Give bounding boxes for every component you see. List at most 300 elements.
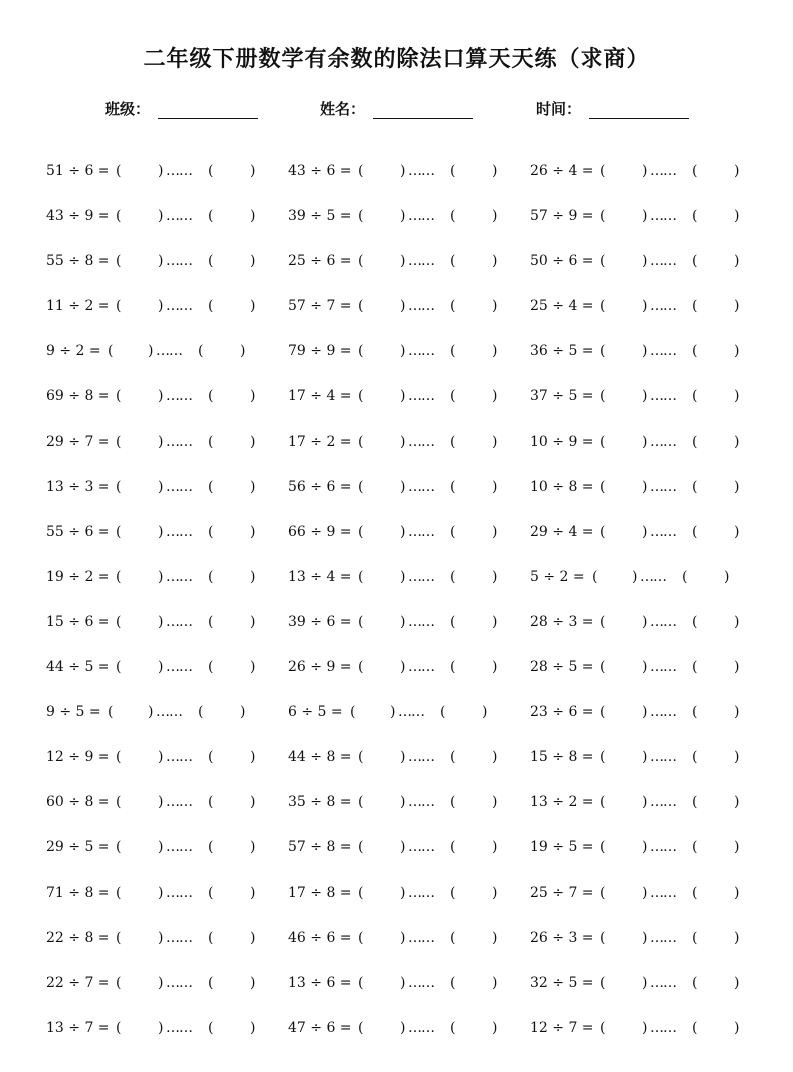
problem-row [0, 374, 793, 419]
problem-equation: 50 ÷ 6 = [530, 253, 594, 270]
quotient-open-paren: ( [600, 1019, 606, 1036]
remainder-open-paren: ( [450, 794, 456, 811]
remainder-dots: …… [650, 704, 676, 721]
remainder-close-paren: ) [734, 839, 740, 856]
quotient-close-paren: ) [158, 568, 164, 585]
remainder-dots: …… [650, 794, 676, 811]
remainder-close-paren: ) [250, 478, 256, 495]
remainder-close-paren: ) [492, 343, 498, 360]
remainder-close-paren: ) [492, 523, 498, 540]
remainder-open-paren: ( [692, 659, 698, 676]
problem-equation: 13 ÷ 4 = [288, 568, 352, 585]
remainder-dots: …… [408, 1019, 434, 1036]
quotient-open-paren: ( [108, 343, 114, 360]
quotient-open-paren: ( [358, 253, 364, 270]
problem-row [0, 871, 793, 916]
quotient-open-paren: ( [116, 929, 122, 946]
remainder-close-paren: ) [734, 974, 740, 991]
problem-equation: 22 ÷ 8 = [46, 929, 110, 946]
page-title: 二年级下册数学有余数的除法口算天天练（求商） [143, 47, 650, 72]
remainder-open-paren: ( [440, 704, 446, 721]
quotient-open-paren: ( [600, 974, 606, 991]
quotient-open-paren: ( [600, 163, 606, 179]
quotient-open-paren: ( [600, 749, 606, 766]
remainder-open-paren: ( [692, 1019, 698, 1036]
time-blank-line[interactable] [589, 100, 689, 119]
remainder-close-paren: ) [734, 433, 740, 450]
quotient-open-paren: ( [592, 568, 598, 585]
remainder-dots: …… [650, 298, 676, 315]
remainder-open-paren: ( [450, 478, 456, 495]
remainder-close-paren: ) [734, 613, 740, 630]
quotient-close-paren: ) [642, 613, 648, 630]
remainder-dots: …… [650, 433, 676, 450]
quotient-open-paren: ( [108, 704, 114, 721]
quotient-close-paren: ) [158, 794, 164, 811]
remainder-close-paren: ) [734, 884, 740, 901]
problem-row [0, 465, 793, 510]
quotient-close-paren: ) [400, 343, 406, 360]
remainder-dots: …… [166, 478, 192, 495]
remainder-open-paren: ( [198, 343, 204, 360]
problem-equation: 10 ÷ 9 = [530, 433, 594, 450]
remainder-open-paren: ( [692, 208, 698, 225]
quotient-open-paren: ( [116, 659, 122, 676]
remainder-open-paren: ( [450, 343, 456, 360]
remainder-open-paren: ( [450, 568, 456, 585]
class-label: 班级： [105, 100, 151, 118]
quotient-close-paren: ) [158, 208, 164, 225]
problem-row [0, 194, 793, 239]
remainder-close-paren: ) [734, 749, 740, 766]
remainder-dots: …… [650, 253, 676, 270]
remainder-open-paren: ( [450, 839, 456, 856]
problem-equation: 12 ÷ 7 = [530, 1019, 594, 1036]
quotient-open-paren: ( [350, 704, 356, 721]
remainder-close-paren: ) [734, 343, 740, 360]
remainder-open-paren: ( [450, 659, 456, 676]
problem-equation: 10 ÷ 8 = [530, 478, 594, 495]
remainder-close-paren: ) [734, 929, 740, 946]
remainder-open-paren: ( [450, 929, 456, 946]
quotient-open-paren: ( [358, 929, 364, 946]
remainder-open-paren: ( [692, 974, 698, 991]
quotient-open-paren: ( [358, 749, 364, 766]
quotient-open-paren: ( [600, 839, 606, 856]
quotient-open-paren: ( [358, 433, 364, 450]
problem-row [0, 690, 793, 735]
remainder-dots: …… [408, 298, 434, 315]
problem-equation: 55 ÷ 8 = [46, 253, 110, 270]
remainder-close-paren: ) [492, 253, 498, 270]
remainder-dots: …… [408, 749, 434, 766]
remainder-close-paren: ) [734, 1019, 740, 1036]
problem-equation: 57 ÷ 8 = [288, 839, 352, 856]
remainder-close-paren: ) [734, 298, 740, 315]
remainder-dots: …… [408, 568, 434, 585]
problem-equation: 13 ÷ 6 = [288, 974, 352, 991]
remainder-close-paren: ) [734, 704, 740, 721]
remainder-close-paren: ) [492, 568, 498, 585]
problem-row [0, 555, 793, 600]
problem-equation: 32 ÷ 5 = [530, 974, 594, 991]
problem-equation: 15 ÷ 6 = [46, 613, 110, 630]
remainder-open-paren: ( [208, 208, 214, 225]
problem-row [0, 149, 793, 194]
problem-row [0, 600, 793, 645]
remainder-close-paren: ) [250, 659, 256, 676]
problem-equation: 17 ÷ 8 = [288, 884, 352, 901]
quotient-open-paren: ( [358, 163, 364, 179]
problem-row [0, 510, 793, 555]
remainder-open-paren: ( [450, 388, 456, 405]
problem-equation: 25 ÷ 6 = [288, 253, 352, 270]
remainder-open-paren: ( [208, 568, 214, 585]
remainder-close-paren: ) [250, 388, 256, 405]
quotient-close-paren: ) [158, 478, 164, 495]
remainder-dots: …… [166, 253, 192, 270]
quotient-open-paren: ( [116, 523, 122, 540]
quotient-open-paren: ( [600, 433, 606, 450]
remainder-open-paren: ( [208, 433, 214, 450]
remainder-dots: …… [408, 929, 434, 946]
remainder-dots: …… [166, 163, 192, 179]
quotient-close-paren: ) [642, 478, 648, 495]
quotient-open-paren: ( [600, 253, 606, 270]
remainder-dots: …… [408, 478, 434, 495]
remainder-close-paren: ) [492, 749, 498, 766]
remainder-open-paren: ( [208, 974, 214, 991]
remainder-dots: …… [650, 974, 676, 991]
remainder-dots: …… [166, 974, 192, 991]
problem-equation: 29 ÷ 5 = [46, 839, 110, 856]
remainder-close-paren: ) [492, 794, 498, 811]
remainder-dots: …… [650, 613, 676, 630]
remainder-dots: …… [408, 794, 434, 811]
quotient-open-paren: ( [116, 839, 122, 856]
remainder-open-paren: ( [208, 839, 214, 856]
problem-equation: 79 ÷ 9 = [288, 343, 352, 360]
remainder-open-paren: ( [208, 794, 214, 811]
time-field [536, 98, 689, 122]
remainder-open-paren: ( [208, 388, 214, 405]
remainder-open-paren: ( [692, 343, 698, 360]
remainder-close-paren: ) [250, 613, 256, 630]
quotient-open-paren: ( [358, 478, 364, 495]
remainder-close-paren: ) [250, 568, 256, 585]
remainder-close-paren: ) [492, 929, 498, 946]
remainder-dots: …… [408, 208, 434, 225]
remainder-close-paren: ) [492, 163, 498, 179]
remainder-open-paren: ( [682, 568, 688, 585]
remainder-dots: …… [408, 523, 434, 540]
problem-row [0, 780, 793, 825]
quotient-close-paren: ) [400, 613, 406, 630]
problem-equation: 69 ÷ 8 = [46, 388, 110, 405]
remainder-dots: …… [408, 974, 434, 991]
quotient-close-paren: ) [158, 388, 164, 405]
remainder-open-paren: ( [692, 433, 698, 450]
quotient-close-paren: ) [158, 433, 164, 450]
problem-equation: 9 ÷ 2 = [46, 343, 101, 360]
quotient-open-paren: ( [600, 208, 606, 225]
quotient-close-paren: ) [642, 884, 648, 901]
quotient-close-paren: ) [400, 163, 406, 179]
remainder-open-paren: ( [450, 163, 456, 179]
quotient-close-paren: ) [158, 253, 164, 270]
problem-equation: 19 ÷ 2 = [46, 568, 110, 585]
quotient-open-paren: ( [358, 343, 364, 360]
quotient-open-paren: ( [600, 523, 606, 540]
quotient-close-paren: ) [642, 253, 648, 270]
quotient-open-paren: ( [358, 298, 364, 315]
remainder-open-paren: ( [692, 298, 698, 315]
remainder-close-paren: ) [734, 208, 740, 225]
remainder-close-paren: ) [734, 659, 740, 676]
quotient-open-paren: ( [600, 794, 606, 811]
remainder-dots: …… [166, 388, 192, 405]
problem-equation: 36 ÷ 5 = [530, 343, 594, 360]
remainder-open-paren: ( [208, 613, 214, 630]
remainder-dots: …… [408, 839, 434, 856]
quotient-open-paren: ( [600, 343, 606, 360]
problem-equation: 17 ÷ 4 = [288, 388, 352, 405]
name-field [320, 98, 473, 122]
quotient-open-paren: ( [600, 298, 606, 315]
problem-row [0, 284, 793, 329]
remainder-open-paren: ( [450, 298, 456, 315]
problem-equation: 29 ÷ 4 = [530, 523, 594, 540]
remainder-close-paren: ) [492, 1019, 498, 1036]
problem-row [0, 735, 793, 780]
quotient-close-paren: ) [158, 929, 164, 946]
problem-equation: 57 ÷ 9 = [530, 208, 594, 225]
remainder-dots: …… [650, 478, 676, 495]
remainder-open-paren: ( [450, 613, 456, 630]
quotient-close-paren: ) [400, 659, 406, 676]
problem-equation: 22 ÷ 7 = [46, 974, 110, 991]
problem-equation: 25 ÷ 4 = [530, 298, 594, 315]
quotient-close-paren: ) [400, 388, 406, 405]
quotient-open-paren: ( [116, 478, 122, 495]
remainder-close-paren: ) [492, 659, 498, 676]
quotient-open-paren: ( [600, 478, 606, 495]
quotient-open-paren: ( [116, 433, 122, 450]
quotient-close-paren: ) [158, 884, 164, 901]
problem-row [0, 916, 793, 961]
remainder-close-paren: ) [492, 839, 498, 856]
problem-equation: 51 ÷ 6 = [46, 163, 110, 179]
quotient-close-paren: ) [642, 794, 648, 811]
quotient-close-paren: ) [642, 163, 648, 179]
remainder-dots: …… [408, 659, 434, 676]
remainder-open-paren: ( [692, 388, 698, 405]
quotient-close-paren: ) [642, 1019, 648, 1036]
remainder-open-paren: ( [208, 659, 214, 676]
quotient-close-paren: ) [400, 208, 406, 225]
problem-equation: 13 ÷ 7 = [46, 1019, 110, 1036]
problem-equation: 23 ÷ 6 = [530, 704, 594, 721]
quotient-close-paren: ) [400, 478, 406, 495]
problem-equation: 44 ÷ 8 = [288, 749, 352, 766]
remainder-close-paren: ) [734, 523, 740, 540]
problem-row [0, 1006, 793, 1051]
quotient-open-paren: ( [600, 704, 606, 721]
remainder-dots: …… [166, 613, 192, 630]
problem-equation: 5 ÷ 2 = [530, 568, 585, 585]
remainder-open-paren: ( [208, 523, 214, 540]
remainder-dots: …… [650, 884, 676, 901]
remainder-dots: …… [166, 794, 192, 811]
remainder-dots: …… [408, 253, 434, 270]
quotient-close-paren: ) [642, 433, 648, 450]
quotient-close-paren: ) [400, 523, 406, 540]
quotient-close-paren: ) [642, 659, 648, 676]
quotient-open-paren: ( [116, 749, 122, 766]
remainder-close-paren: ) [250, 253, 256, 270]
remainder-dots: …… [408, 613, 434, 630]
quotient-close-paren: ) [642, 839, 648, 856]
remainder-open-paren: ( [692, 704, 698, 721]
problem-row [0, 961, 793, 1006]
quotient-open-paren: ( [116, 613, 122, 630]
remainder-dots: …… [650, 388, 676, 405]
quotient-close-paren: ) [390, 704, 396, 721]
remainder-close-paren: ) [250, 208, 256, 225]
remainder-close-paren: ) [492, 433, 498, 450]
problem-equation: 11 ÷ 2 = [46, 298, 110, 315]
problem-equation: 39 ÷ 5 = [288, 208, 352, 225]
remainder-open-paren: ( [450, 974, 456, 991]
problem-equation: 60 ÷ 8 = [46, 794, 110, 811]
quotient-open-paren: ( [358, 839, 364, 856]
problem-equation: 26 ÷ 3 = [530, 929, 594, 946]
remainder-close-paren: ) [492, 298, 498, 315]
quotient-open-paren: ( [600, 884, 606, 901]
problem-equation: 35 ÷ 8 = [288, 794, 352, 811]
problem-row [0, 645, 793, 690]
quotient-open-paren: ( [116, 253, 122, 270]
problem-equation: 25 ÷ 7 = [530, 884, 594, 901]
problem-equation: 57 ÷ 7 = [288, 298, 352, 315]
quotient-open-paren: ( [116, 884, 122, 901]
remainder-open-paren: ( [692, 613, 698, 630]
quotient-open-paren: ( [358, 884, 364, 901]
problem-equation: 71 ÷ 8 = [46, 884, 110, 901]
problem-row [0, 420, 793, 465]
quotient-open-paren: ( [116, 163, 122, 179]
remainder-dots: …… [640, 568, 666, 585]
quotient-open-paren: ( [358, 1019, 364, 1036]
quotient-open-paren: ( [116, 388, 122, 405]
remainder-open-paren: ( [208, 298, 214, 315]
problem-row [0, 825, 793, 870]
problem-equation: 26 ÷ 4 = [530, 163, 594, 179]
problem-equation: 66 ÷ 9 = [288, 523, 352, 540]
quotient-close-paren: ) [148, 704, 154, 721]
quotient-open-paren: ( [116, 794, 122, 811]
quotient-open-paren: ( [358, 974, 364, 991]
remainder-open-paren: ( [208, 253, 214, 270]
remainder-close-paren: ) [240, 704, 246, 721]
remainder-close-paren: ) [492, 388, 498, 405]
remainder-close-paren: ) [734, 478, 740, 495]
problem-equation: 37 ÷ 5 = [530, 388, 594, 405]
remainder-close-paren: ) [492, 208, 498, 225]
remainder-open-paren: ( [692, 839, 698, 856]
problem-equation: 19 ÷ 5 = [530, 839, 594, 856]
remainder-dots: …… [166, 659, 192, 676]
problem-equation: 47 ÷ 6 = [288, 1019, 352, 1036]
quotient-open-paren: ( [358, 388, 364, 405]
name-blank-line[interactable] [373, 100, 473, 119]
remainder-dots: …… [650, 929, 676, 946]
remainder-open-paren: ( [208, 1019, 214, 1036]
remainder-dots: …… [166, 298, 192, 315]
remainder-dots: …… [650, 839, 676, 856]
remainder-open-paren: ( [208, 478, 214, 495]
remainder-open-paren: ( [692, 163, 698, 179]
remainder-dots: …… [650, 749, 676, 766]
remainder-dots: …… [650, 523, 676, 540]
remainder-dots: …… [166, 433, 192, 450]
remainder-dots: …… [166, 749, 192, 766]
quotient-close-paren: ) [400, 794, 406, 811]
remainder-dots: …… [166, 568, 192, 585]
class-blank-line[interactable] [158, 100, 258, 119]
remainder-dots: …… [166, 523, 192, 540]
quotient-close-paren: ) [158, 523, 164, 540]
remainder-open-paren: ( [208, 163, 214, 179]
remainder-close-paren: ) [482, 704, 488, 721]
quotient-open-paren: ( [116, 208, 122, 225]
quotient-open-paren: ( [600, 929, 606, 946]
quotient-close-paren: ) [158, 613, 164, 630]
remainder-dots: …… [156, 704, 182, 721]
remainder-close-paren: ) [492, 478, 498, 495]
remainder-close-paren: ) [250, 433, 256, 450]
class-field [105, 98, 258, 122]
quotient-close-paren: ) [400, 433, 406, 450]
remainder-open-paren: ( [692, 478, 698, 495]
remainder-dots: …… [650, 1019, 676, 1036]
quotient-close-paren: ) [148, 343, 154, 360]
problem-equation: 43 ÷ 6 = [288, 163, 352, 179]
remainder-close-paren: ) [250, 749, 256, 766]
remainder-open-paren: ( [692, 253, 698, 270]
remainder-close-paren: ) [250, 163, 256, 179]
remainder-open-paren: ( [692, 794, 698, 811]
quotient-close-paren: ) [400, 974, 406, 991]
remainder-dots: …… [166, 1019, 192, 1036]
quotient-open-paren: ( [358, 523, 364, 540]
remainder-dots: …… [166, 839, 192, 856]
problem-equation: 26 ÷ 9 = [288, 659, 352, 676]
problem-equation: 13 ÷ 2 = [530, 794, 594, 811]
quotient-close-paren: ) [642, 343, 648, 360]
problem-equation: 55 ÷ 6 = [46, 523, 110, 540]
quotient-open-paren: ( [116, 1019, 122, 1036]
problem-equation: 43 ÷ 9 = [46, 208, 110, 225]
problem-equation: 13 ÷ 3 = [46, 478, 110, 495]
quotient-open-paren: ( [600, 388, 606, 405]
remainder-close-paren: ) [250, 523, 256, 540]
quotient-close-paren: ) [400, 929, 406, 946]
remainder-close-paren: ) [734, 253, 740, 270]
remainder-dots: …… [650, 163, 676, 179]
quotient-close-paren: ) [642, 298, 648, 315]
remainder-dots: …… [408, 388, 434, 405]
